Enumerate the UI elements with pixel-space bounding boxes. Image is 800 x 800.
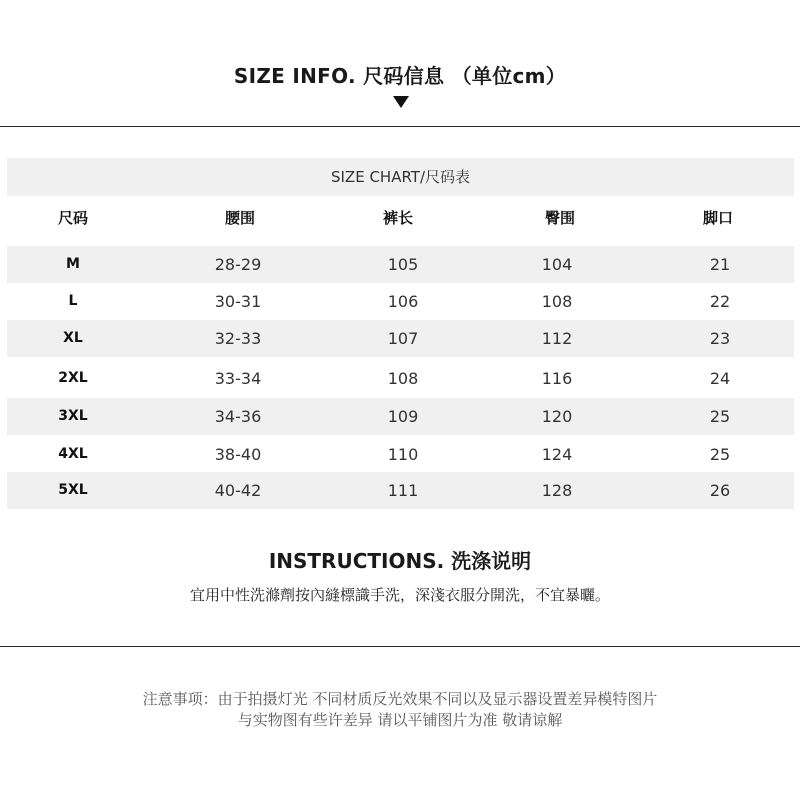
instructions-title: INSTRUCTIONS. 洗涤说明 — [268, 549, 532, 573]
table-row — [7, 360, 794, 397]
length-cell: 108 — [387, 369, 419, 388]
notice-line-1: 注意事项：由于拍摄灯光 不同材质反光效果不同以及显示器设置差异模特图片 — [142, 690, 658, 708]
hem-cell: 23 — [709, 329, 731, 348]
length-cell: 110 — [387, 445, 419, 464]
column-header-hip: 臀围 — [544, 209, 576, 227]
triangle-down-icon — [393, 96, 409, 108]
hem-cell: 26 — [709, 481, 731, 500]
size-cell: L — [68, 293, 78, 309]
size-cell: 2XL — [58, 370, 88, 386]
bottom-divider — [0, 646, 800, 647]
top-divider — [0, 126, 800, 127]
page-title: SIZE INFO. 尺码信息 （单位cm） — [233, 64, 567, 88]
size-cell: XL — [63, 330, 83, 346]
table-row — [7, 246, 794, 283]
hip-cell: 112 — [541, 329, 573, 348]
table-row — [7, 398, 794, 435]
length-cell: 111 — [387, 481, 419, 500]
column-header-hem: 脚口 — [702, 209, 734, 227]
hip-cell: 120 — [541, 407, 573, 426]
size-chart-header-row — [7, 198, 794, 238]
waist-cell: 34-36 — [214, 407, 262, 426]
column-header-length: 裤长 — [382, 209, 414, 227]
column-header-size: 尺码 — [57, 209, 89, 227]
instructions-text: 宜用中性洗滌劑按內縫標識手洗，深淺衣服分開洗，不宜暴曬。 — [189, 586, 610, 604]
hip-cell: 124 — [541, 445, 573, 464]
waist-cell: 30-31 — [214, 292, 262, 311]
length-cell: 106 — [387, 292, 419, 311]
hem-cell: 22 — [709, 292, 731, 311]
hip-cell: 104 — [541, 255, 573, 274]
waist-cell: 33-34 — [214, 369, 262, 388]
hem-cell: 25 — [709, 445, 731, 464]
waist-cell: 28-29 — [214, 255, 262, 274]
hip-cell: 116 — [541, 369, 573, 388]
hem-cell: 25 — [709, 407, 731, 426]
table-row — [7, 436, 794, 473]
size-cell: 5XL — [58, 482, 88, 498]
notice-line-2: 与实物图有些许差异 请以平铺图片为准 敬请谅解 — [237, 711, 563, 729]
waist-cell: 38-40 — [214, 445, 262, 464]
table-row — [7, 320, 794, 357]
length-cell: 109 — [387, 407, 419, 426]
hem-cell: 24 — [709, 369, 731, 388]
size-cell: 3XL — [58, 408, 88, 424]
length-cell: 105 — [387, 255, 419, 274]
size-chart-caption: SIZE CHART/尺码表 — [7, 158, 794, 196]
column-header-waist: 腰围 — [224, 209, 256, 227]
hem-cell: 21 — [709, 255, 731, 274]
length-cell: 107 — [387, 329, 419, 348]
waist-cell: 32-33 — [214, 329, 262, 348]
size-cell: M — [66, 256, 80, 272]
size-cell: 4XL — [58, 446, 88, 462]
table-row — [7, 283, 794, 320]
hip-cell: 108 — [541, 292, 573, 311]
table-row — [7, 472, 794, 509]
hip-cell: 128 — [541, 481, 573, 500]
waist-cell: 40-42 — [214, 481, 262, 500]
